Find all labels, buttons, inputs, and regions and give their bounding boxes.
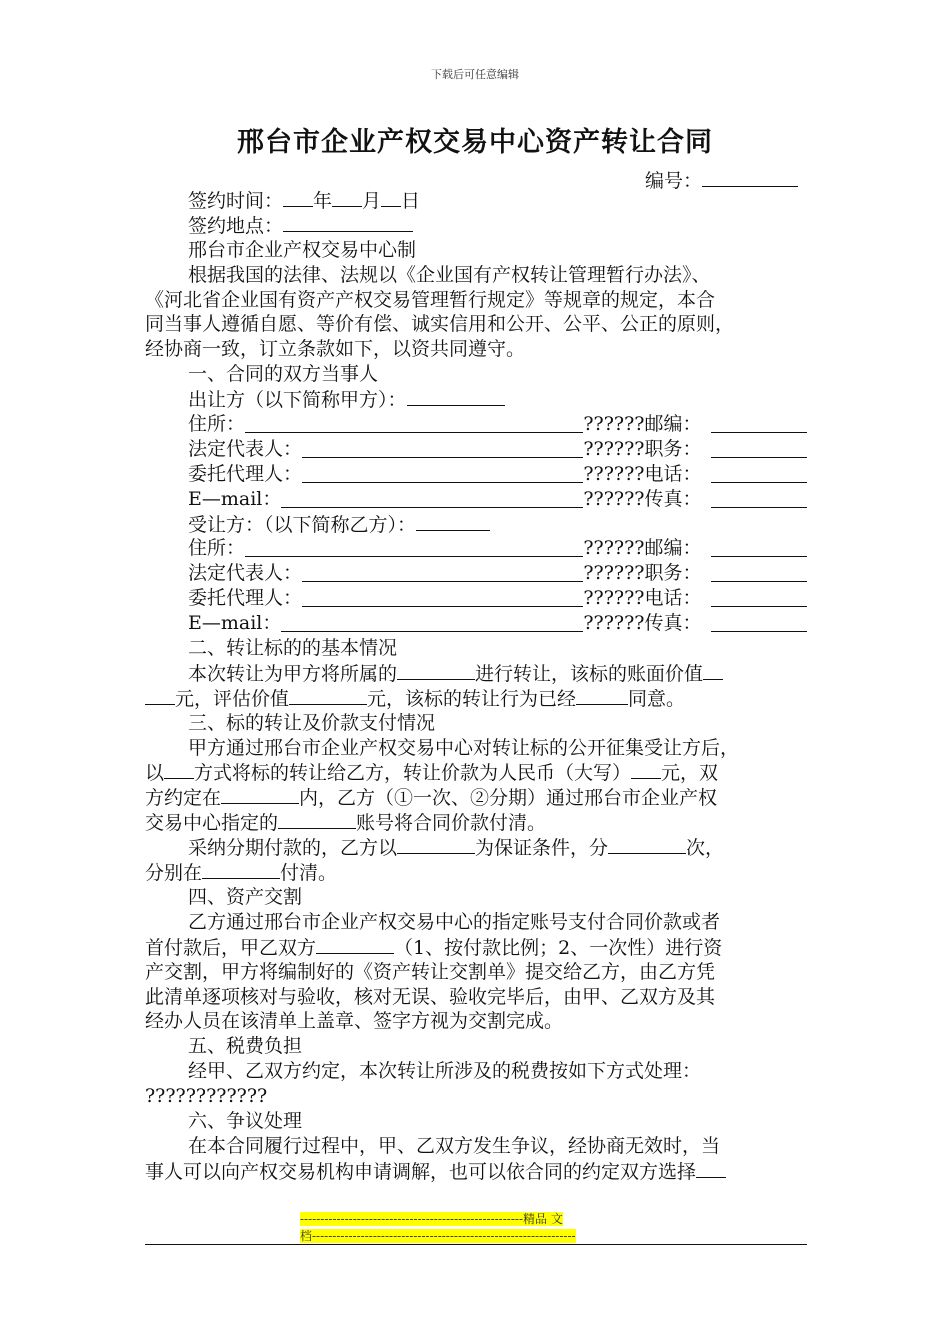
section-heading: 三、标的转让及价款支付情况 (188, 711, 436, 734)
section-heading: 一、合同的双方当事人 (188, 363, 379, 386)
section3-line: 交易中心指定的 账号将合同价款付清。 (145, 812, 547, 835)
section3-line: 分别在 付清。 (145, 862, 338, 885)
party-b-address-row: 住所： ??????邮编： (145, 536, 807, 561)
section-heading: 四、资产交割 (188, 885, 303, 908)
section4-line: 乙方通过邢台市企业产权交易中心的指定账号支付合同价款或者 (188, 910, 721, 933)
section4-line: 产交割，甲方将编制好的《资产转让交割单》提交给乙方，由乙方凭 (145, 960, 716, 983)
party-b-representative-row: 法定代表人： ??????职务： (145, 561, 807, 586)
party-a-line: 出让方（以下简称甲方）： (145, 387, 807, 412)
section-heading: 五、税费负担 (188, 1035, 303, 1058)
footer-divider (145, 1244, 807, 1245)
party-a-agent-row: 委托代理人： ??????电话： (145, 462, 807, 487)
sign-time-line: 签约时间： 年 月 日 (188, 190, 421, 212)
section6-line: 事人可以向产权交易机构申请调解，也可以依合同的约定双方选择 (145, 1159, 807, 1184)
party-b-email-row: E—mail： ??????传真： (145, 611, 807, 636)
section5-line: 经甲、乙双方约定，本次转让所涉及的税费按如下方式处理： (188, 1060, 702, 1083)
issuer-line: 邢台市企业产权交易中心制 (188, 238, 417, 261)
section3-line: 方约定在 内，乙方（①一次、②分期）通过邢台市企业产权 (145, 787, 718, 810)
contract-number-label: 编号： (645, 170, 703, 192)
page-header-note: 下载后可任意编辑 (431, 68, 519, 81)
section4-line: 经办人员在该清单上盖章、签字方视为交割完成。 (145, 1010, 564, 1033)
section-heading: 六、争议处理 (188, 1109, 303, 1132)
party-b-line: 受让方：（以下简称乙方）： (145, 512, 807, 537)
section3-line: 甲方通过邢台市企业产权交易中心对转让标的公开征集受让方后， (188, 736, 740, 759)
footer-watermark: -------------------------------------------------------精品 文 档----------------------------------------------------------------- (300, 1212, 576, 1243)
party-b-agent-row: 委托代理人： ??????电话： (145, 586, 807, 611)
contract-number-blank (702, 168, 798, 187)
intro-line: 《河北省企业国有资产产权交易管理暂行规定》等规章的规定，本合 (145, 288, 716, 311)
section6-line: 在本合同履行过程中，甲、乙双方发生争议，经协商无效时，当 (188, 1134, 721, 1157)
section4-line: 首付款后，甲乙双方 （1、按付款比例；2、一次性）进行资 (145, 936, 723, 959)
intro-line: 经协商一致，订立条款如下，以资共同遵守。 (145, 338, 526, 361)
section3-line: 采纳分期付款的，乙方以 为保证条件，分 次， (188, 837, 725, 860)
sign-place-line: 签约地点： (145, 213, 807, 238)
document-title: 邢台市企业产权交易中心资产转让合同 (237, 127, 713, 158)
contract-body (145, 188, 807, 1184)
party-a-representative-row: 法定代表人： ??????职务： (145, 437, 807, 462)
section2-line: 本次转让为甲方将所属的 进行转让，该标的账面价值 (145, 661, 807, 686)
intro-line: 同当事人遵循自愿、等价有偿、诚实信用和公开、公平、公正的原则， (145, 313, 735, 336)
section-heading: 二、转让标的的基本情况 (188, 637, 398, 660)
section2-line: 元，评估价值 元，该标的转让行为已经 同意。 (145, 686, 807, 711)
party-a-email-row: E—mail： ??????传真： (145, 487, 807, 512)
section3-line: 以 方式将标的转让给乙方，转让价款为人民币（大写） 元，双 (145, 762, 719, 785)
intro-line: 根据我国的法律、法规以《企业国有产权转让管理暂行办法》、 (188, 263, 711, 286)
section4-line: 此清单逐项核对与验收，核对无误、验收完毕后，由甲、乙双方及其 (145, 985, 716, 1008)
party-a-address-row: 住所： ??????邮编： (145, 412, 807, 437)
section5-line: ???????????? (145, 1085, 268, 1108)
